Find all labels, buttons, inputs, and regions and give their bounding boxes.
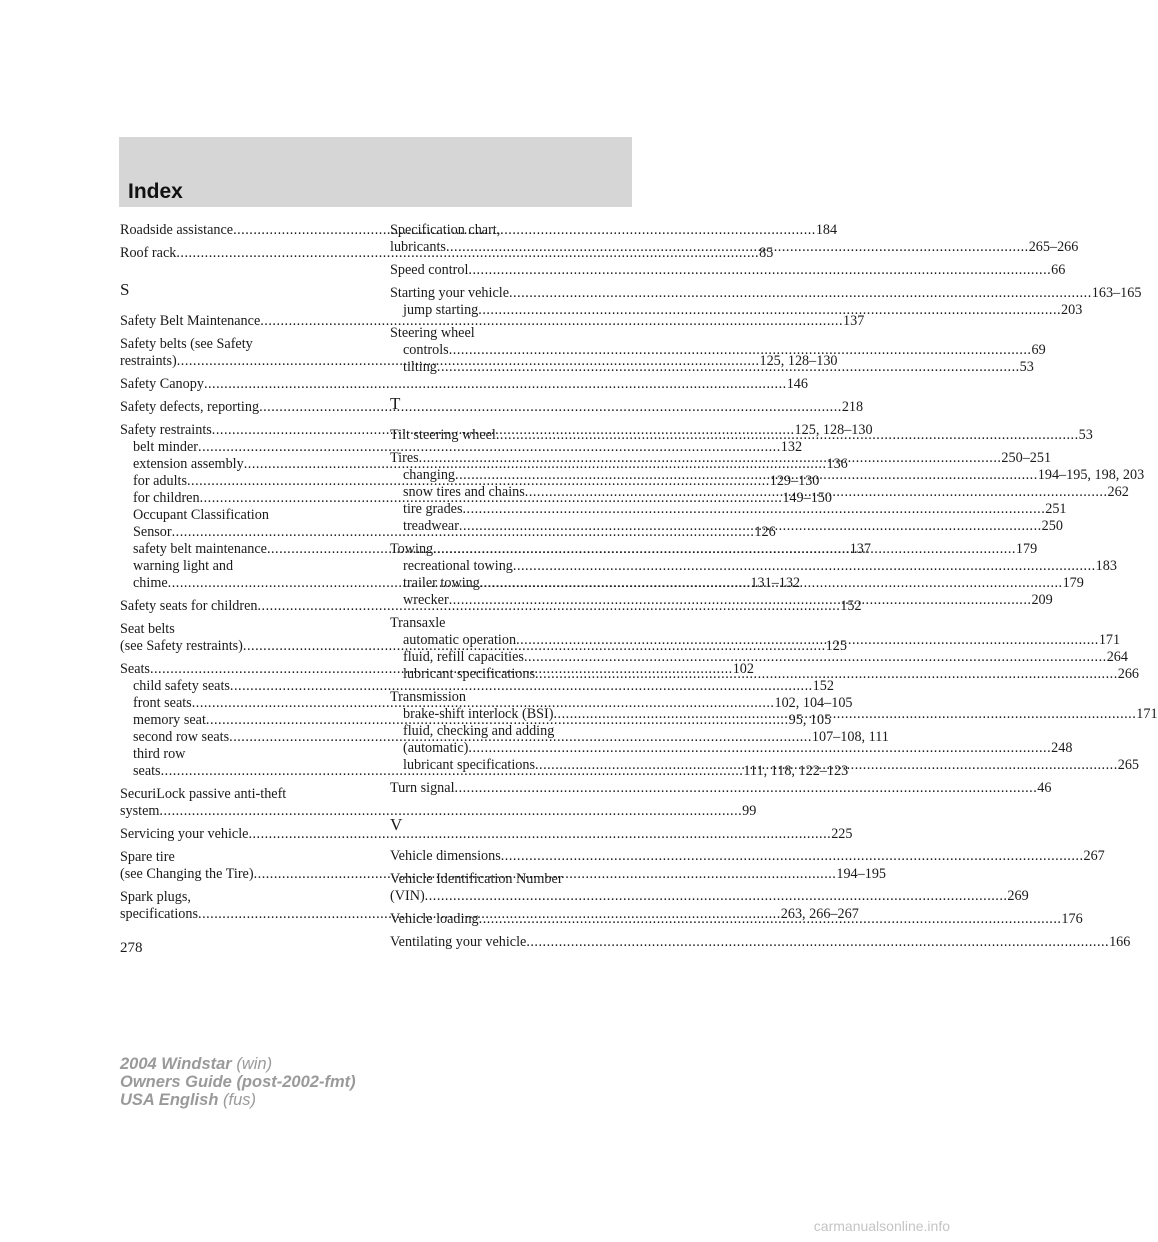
page-reference: 131–132: [750, 575, 801, 591]
index-entry: [120, 376, 808, 393]
page-reference: 179: [1062, 575, 1084, 591]
entry-text: Towing: [390, 541, 434, 557]
page-reference: 225: [831, 826, 853, 842]
entry-text: Seats: [120, 661, 150, 677]
entry-text: Safety seats for children: [120, 598, 258, 614]
entry-text: Safety defects, reporting: [120, 399, 260, 415]
index-entry-line: [390, 780, 1052, 797]
entry-text: Occupant Classification: [133, 507, 269, 523]
page-reference: 171: [1136, 706, 1158, 722]
dot-leader: [479, 911, 1062, 928]
page-reference: 137: [843, 313, 865, 329]
index-subentry-line: [120, 439, 803, 456]
entry-text: child safety seats: [133, 678, 230, 694]
index-subentry-line: [390, 501, 1067, 518]
entry-text: Transmission: [390, 689, 466, 705]
dot-leader: [513, 558, 1096, 575]
dot-leader: [526, 934, 1109, 951]
index-subentry-line: [120, 678, 834, 695]
index-entry-line: [120, 399, 864, 416]
footer-model-code: (win): [236, 1055, 273, 1073]
page-reference: 102, 104–105: [774, 695, 853, 711]
entry-text: Tires: [390, 450, 419, 466]
page-reference: 95, 105: [788, 712, 832, 728]
entry-text: lubricants: [390, 239, 446, 255]
entry-text: Specification chart,: [390, 222, 501, 238]
page-reference: 250–251: [1001, 450, 1052, 466]
dot-leader: [525, 484, 1108, 501]
entry-text: extension assembly: [133, 456, 244, 472]
dot-leader: [480, 575, 1063, 592]
dot-leader: [449, 592, 1032, 609]
page-reference: 136: [826, 456, 848, 472]
index-entry: [390, 262, 1066, 279]
index-entry-line: [120, 621, 364, 638]
dot-leader: [554, 706, 1137, 723]
page-reference: 248: [1051, 740, 1073, 756]
page-reference: 184: [815, 222, 838, 238]
page-reference: 251: [1045, 501, 1067, 517]
page-reference: 99: [742, 803, 757, 819]
entry-text: brake-shift interlock (BSI): [403, 706, 554, 722]
entry-text: second row seats: [133, 729, 230, 745]
page-reference: 265–266: [1028, 239, 1079, 255]
entry-text: Spare tire: [120, 849, 175, 865]
index-entry: [390, 285, 1142, 319]
entry-text: Ventilating your vehicle: [390, 934, 527, 950]
page-reference: 85: [759, 245, 774, 261]
footer-language-code: (fus): [223, 1091, 256, 1109]
dot-leader: [462, 501, 1045, 518]
entry-text: wrecker: [403, 592, 449, 608]
index-entry: [390, 934, 1131, 951]
entry-text: Sensor: [133, 524, 172, 540]
index-entry-line: [120, 889, 364, 906]
page-reference: 250: [1041, 518, 1063, 534]
entry-text: changing: [403, 467, 456, 483]
index-letter-heading: V: [390, 815, 403, 834]
dot-leader: [468, 262, 1051, 279]
index-entry: [120, 826, 853, 843]
entry-text: system: [120, 803, 160, 819]
entry-text: Turn signal: [390, 780, 455, 796]
dot-leader: [419, 450, 1002, 467]
entry-text: fluid, checking and adding: [403, 723, 555, 739]
page-reference: 125: [825, 638, 847, 654]
dot-leader: [449, 342, 1032, 359]
index-entry-line: [390, 285, 1142, 302]
dot-leader: [459, 518, 1042, 535]
index-letter-heading: S: [120, 280, 130, 299]
entry-text: for children: [133, 490, 200, 506]
entry-text: Safety Canopy: [120, 376, 204, 392]
page-reference: 152: [840, 598, 862, 614]
entry-text: recreational towing: [403, 558, 513, 574]
page-reference: 194–195: [836, 866, 886, 882]
index-subentry-line: [390, 302, 1083, 319]
page-reference: 176: [1061, 911, 1083, 927]
entry-text: Roof rack: [120, 245, 177, 261]
index-entry-line: [390, 848, 1105, 865]
dot-leader: [509, 285, 1092, 302]
page-reference: 111, 118, 122–123: [743, 763, 849, 779]
index-entry-line: [120, 826, 853, 843]
entry-text: Safety restraints: [120, 422, 212, 438]
dot-leader: [478, 302, 1061, 319]
entry-text: Transaxle: [390, 615, 446, 631]
dot-leader: [524, 649, 1107, 666]
page-reference: 163–165: [1091, 285, 1142, 301]
entry-text: Safety Belt Maintenance: [120, 313, 261, 329]
footer-guide: Owners Guide (post-2002-fmt): [120, 1073, 356, 1091]
entry-text: front seats: [133, 695, 192, 711]
index-entry-line: [120, 376, 808, 393]
page-reference: 69: [1031, 342, 1046, 358]
entry-text: chime: [133, 575, 168, 591]
page-reference: 263, 266–267: [780, 906, 859, 922]
entry-text: Servicing your vehicle: [120, 826, 249, 842]
page-reference: 266: [1117, 666, 1140, 682]
entry-text: third row: [133, 746, 186, 762]
page-reference: 137: [849, 541, 871, 557]
entry-text: Seat belts: [120, 621, 175, 637]
entry-text: Spark plugs,: [120, 889, 191, 905]
index-entry-line: [390, 262, 1066, 279]
page-reference: 102: [732, 661, 754, 677]
document-footer: [120, 1055, 356, 1109]
entry-text: Steering wheel: [390, 325, 475, 341]
index-entry-line: [120, 336, 364, 353]
page-reference: 265: [1117, 757, 1140, 773]
index-subentry-line: [120, 507, 364, 524]
page-reference: 46: [1037, 780, 1052, 796]
page-reference: 132: [780, 439, 803, 455]
index-entry-line: [390, 222, 634, 239]
page-reference: 209: [1031, 592, 1053, 608]
entry-text: SecuriLock passive anti-theft: [120, 786, 287, 802]
entry-text: Vehicle dimensions: [390, 848, 501, 864]
dot-leader: [425, 888, 1008, 905]
entry-text: Roadside assistance: [120, 222, 234, 238]
footer-language: USA English: [120, 1091, 219, 1109]
page-reference: 264: [1106, 649, 1128, 665]
entry-text: lubricant specifications: [403, 666, 535, 682]
entry-text: Tilt steering wheel: [390, 427, 496, 443]
entry-text: Safety belts (see Safety: [120, 336, 253, 352]
dot-leader: [437, 359, 1020, 376]
entry-text: tilting: [403, 359, 437, 375]
index-subentry-line: [390, 342, 1046, 359]
page-reference: 146: [786, 376, 808, 392]
entry-text: (VIN): [390, 888, 425, 904]
index-entry-line: [390, 888, 1029, 905]
entry-text: (automatic): [403, 740, 469, 756]
page-reference: 267: [1083, 848, 1105, 864]
index-entry-line: [390, 934, 1131, 951]
index-subentry-line: [120, 558, 364, 575]
entry-text: fluid, refill capacities: [403, 649, 524, 665]
dot-leader: [516, 632, 1099, 649]
page-reference: 171: [1098, 632, 1121, 648]
index-entry-line: [390, 689, 634, 706]
page-reference: 269: [1007, 888, 1029, 904]
entry-text: (see Changing the Tire): [120, 866, 254, 882]
page-reference: 125, 128–130: [759, 353, 838, 369]
page-reference: 53: [1078, 427, 1093, 443]
entry-text: Speed control: [390, 262, 469, 278]
index-subentry-line: [120, 746, 364, 763]
entry-text: lubricant specifications: [403, 757, 535, 773]
dot-leader: [535, 666, 1118, 683]
index-entry-line: [120, 313, 865, 330]
page-title: Index: [128, 180, 183, 203]
page-reference: 152: [812, 678, 834, 694]
index-subentry-line: [390, 649, 1128, 666]
page-reference: 149–150: [782, 490, 832, 506]
dot-leader: [455, 467, 1038, 484]
entry-text: restraints): [120, 353, 177, 369]
entry-text: Vehicle Identification Number: [390, 871, 563, 887]
page-reference: 179: [1015, 541, 1038, 557]
page-reference: 107–108, 111: [811, 729, 889, 745]
entry-text: snow tires and chains: [403, 484, 525, 500]
index-subentry-line: [390, 723, 634, 740]
entry-text: specifications: [120, 906, 199, 922]
entry-text: trailer towing: [403, 575, 480, 591]
index-subentry-line: [390, 558, 1117, 575]
index-entry-line: [390, 325, 634, 342]
dot-leader: [446, 239, 1029, 256]
page-reference: 66: [1051, 262, 1066, 278]
page-reference: 203: [1061, 302, 1083, 318]
page-number: 278: [120, 940, 143, 956]
entry-text: belt minder: [133, 439, 199, 455]
footer-model: 2004 Windstar: [120, 1055, 232, 1073]
dot-leader: [496, 427, 1079, 444]
entry-text: Starting your vehicle: [390, 285, 509, 301]
index-entry: [120, 399, 864, 416]
entry-text: Vehicle loading: [390, 911, 479, 927]
index-entry: [390, 848, 1105, 865]
dot-leader: [468, 740, 1051, 757]
index-entry-line: [120, 849, 364, 866]
page-reference: 262: [1107, 484, 1129, 500]
entry-text: memory seat: [133, 712, 206, 728]
index-entry-line: [120, 786, 364, 803]
entry-text: treadwear: [403, 518, 459, 534]
entry-text: controls: [403, 342, 449, 358]
index-entry-line: [390, 615, 634, 632]
page-reference: 129–130: [769, 473, 820, 489]
entry-text: safety belt maintenance: [133, 541, 267, 557]
watermark: carmanualsonline.info: [813, 1218, 950, 1234]
page-reference: 218: [841, 399, 864, 415]
page-reference: 126: [754, 524, 776, 540]
dot-leader: [433, 541, 1016, 558]
dot-leader: [455, 780, 1038, 797]
index-entry: [390, 780, 1052, 797]
entry-text: warning light and: [133, 558, 234, 574]
entry-text: for adults: [133, 473, 187, 489]
entry-text: (see Safety restraints): [120, 638, 243, 654]
index-entry-line: [390, 871, 634, 888]
header-band: [119, 137, 632, 207]
dot-leader: [501, 848, 1084, 865]
entry-text: jump starting: [403, 302, 479, 318]
page-reference: 166: [1109, 934, 1131, 950]
entry-text: seats: [133, 763, 161, 779]
page-reference: 53: [1019, 359, 1034, 375]
page-reference: 183: [1095, 558, 1117, 574]
index-letter-heading: T: [390, 394, 401, 413]
index-entry-line: [120, 803, 757, 820]
entry-text: automatic operation: [403, 632, 517, 648]
dot-leader: [535, 757, 1118, 774]
entry-text: tire grades: [403, 501, 463, 517]
page-reference: 194–195, 198, 203: [1037, 467, 1145, 483]
index-entry: [120, 313, 865, 330]
index-subentry-line: [390, 740, 1073, 757]
page-reference: 125, 128–130: [794, 422, 873, 438]
